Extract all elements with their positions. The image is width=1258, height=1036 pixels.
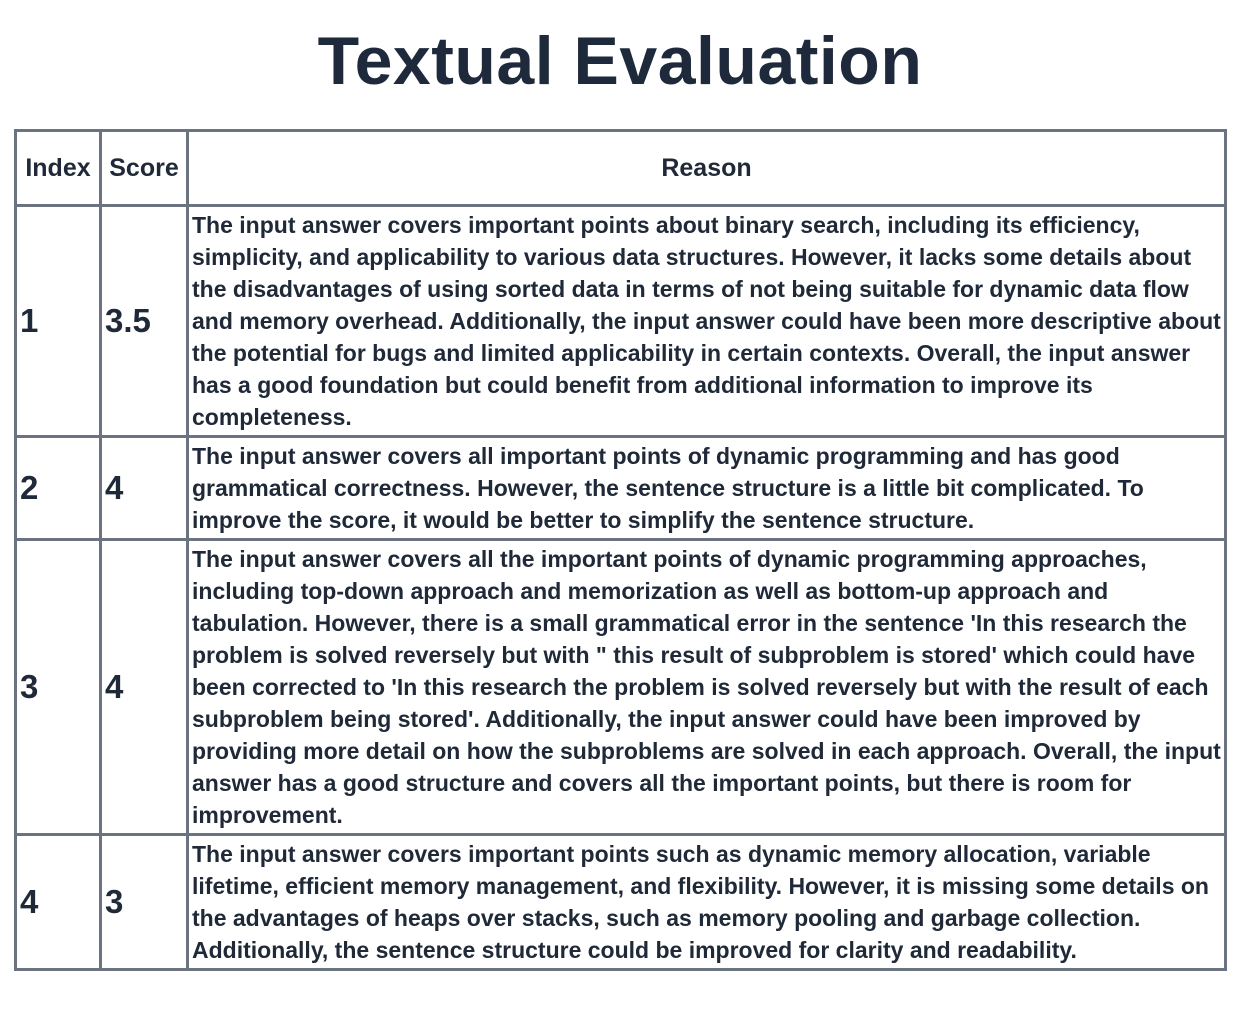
table-row [16,835,1226,970]
row-reason: The input answer covers all important points of dynamic programming and has good grammatical correctness. However, the sentence structure is a little bit complicated. To improve the score, it would be better to simplify the sentence structure. [188,437,1226,540]
table-row [16,437,1226,540]
row-score: 3.5 [101,206,188,437]
row-reason: The input answer covers all the important points of dynamic programming approaches, including top-down approach and memorization as well as bottom-up approach and tabulation. However, there is a small grammatical error in the sentence 'In this research the problem is solved reversely but with " this result of subproblem is stored' which could have been corrected to 'In this research the problem is solved reversely but with the result of each subproblem being stored'. Additionally, the input answer could have been improved by providing more detail on how the subproblems are solved in each approach. Overall, the input answer has a good structure and covers all the important points, but there is room for improvement. [188,540,1226,835]
row-index: 4 [16,835,101,970]
row-score: 4 [101,437,188,540]
evaluation-table [14,129,1227,971]
row-index: 2 [16,437,101,540]
header-reason: Reason [188,131,1226,206]
row-index: 1 [16,206,101,437]
row-reason: The input answer covers important points about binary search, including its efficiency, simplicity, and applicability to various data structures. However, it lacks some details about the disadvantages of using sorted data in terms of not being suitable for dynamic data flow and memory overhead. Additionally, the input answer could have been more descriptive about the potential for bugs and limited applicability in certain contexts. Overall, the input answer has a good foundation but could benefit from additional information to improve its completeness. [188,206,1226,437]
header-score: Score [101,131,188,206]
table-header-row [16,131,1226,206]
table-row [16,540,1226,835]
row-reason: The input answer covers important points such as dynamic memory allocation, variable lifetime, efficient memory management, and flexibility. However, it is missing some details on the advantages of heaps over stacks, such as memory pooling and garbage collection. Additionally, the sentence structure could be improved for clarity and readability. [188,835,1226,970]
row-score: 4 [101,540,188,835]
row-index: 3 [16,540,101,835]
table-row [16,206,1226,437]
header-index: Index [16,131,101,206]
row-score: 3 [101,835,188,970]
page-title: Textual Evaluation [317,23,923,99]
